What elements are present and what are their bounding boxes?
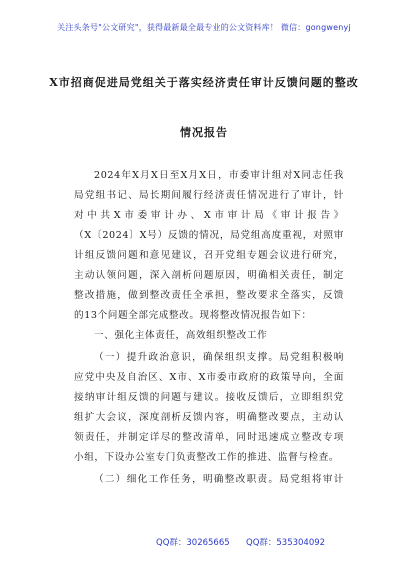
paragraph-line: 主动认领问题，深入剖析问题原因，明确相关责任，制定 [74,270,344,281]
footer-qq-group-2: QQ群：535304092 [246,538,326,548]
document-title-continued: 情况报告 [180,126,228,139]
paragraph-line: 计组反馈问题和意见建议，召开党组专题会议进行研究， [74,250,344,261]
paragraph-line: 对中共X市委审计办、X市审计局《审计报告》 [74,210,344,221]
paragraph-line: 2024年X月X日至X月X日，市委审计组对X同志任我 [94,170,344,181]
paragraph-line: 领责任，并制定详尽的整改清单，同时迅速成立整改专项 [74,432,344,443]
paragraph-line: 组扩大会议，深度剖析反馈内容，明确整改要点，主动认 [74,412,344,423]
footer [0,536,408,550]
paragraph-line: （X〔2024〕X号）反馈的情况，局党组高度重视，对照审 [74,230,344,241]
paragraph-line: 小组，下设办公室专门负责整改工作的推进、监督与检查。 [74,452,340,463]
paragraph-line: 局党组书记、局长期间履行经济责任情况进行了审计，针 [74,190,344,201]
header-banner: 关注头条号"公文研究"，获得最新最全最专业的公文资料库！ 微信：gongwenyj [57,23,351,32]
paragraph-line: 的13个问题全部完成整改。现将整改情况报告如下： [74,310,312,321]
paragraph-line: 接纳审计组反馈的问题与建议。接收反馈后，立即组织党 [74,392,344,403]
paragraph-line: 应党中央及自治区、X市、X市委市政府的政策导向，全面 [74,372,344,383]
footer-qq-group-1: QQ群：30265665 [156,538,230,548]
section-heading: 一、强化主体责任，高效组织整改工作 [94,330,268,341]
subsection-line: （二）细化工作任务，明确整改职责。局党组将审计 [94,474,344,485]
subsection-line: （一）提升政治意识，确保组织支撑。局党组积极响 [94,352,344,363]
document-title: X市招商促进局党组关于落实经济责任审计反馈问题的整改 [49,76,359,89]
paragraph-line: 整改措施，做到整改责任全承担，整改要求全落实，反馈 [74,290,344,301]
